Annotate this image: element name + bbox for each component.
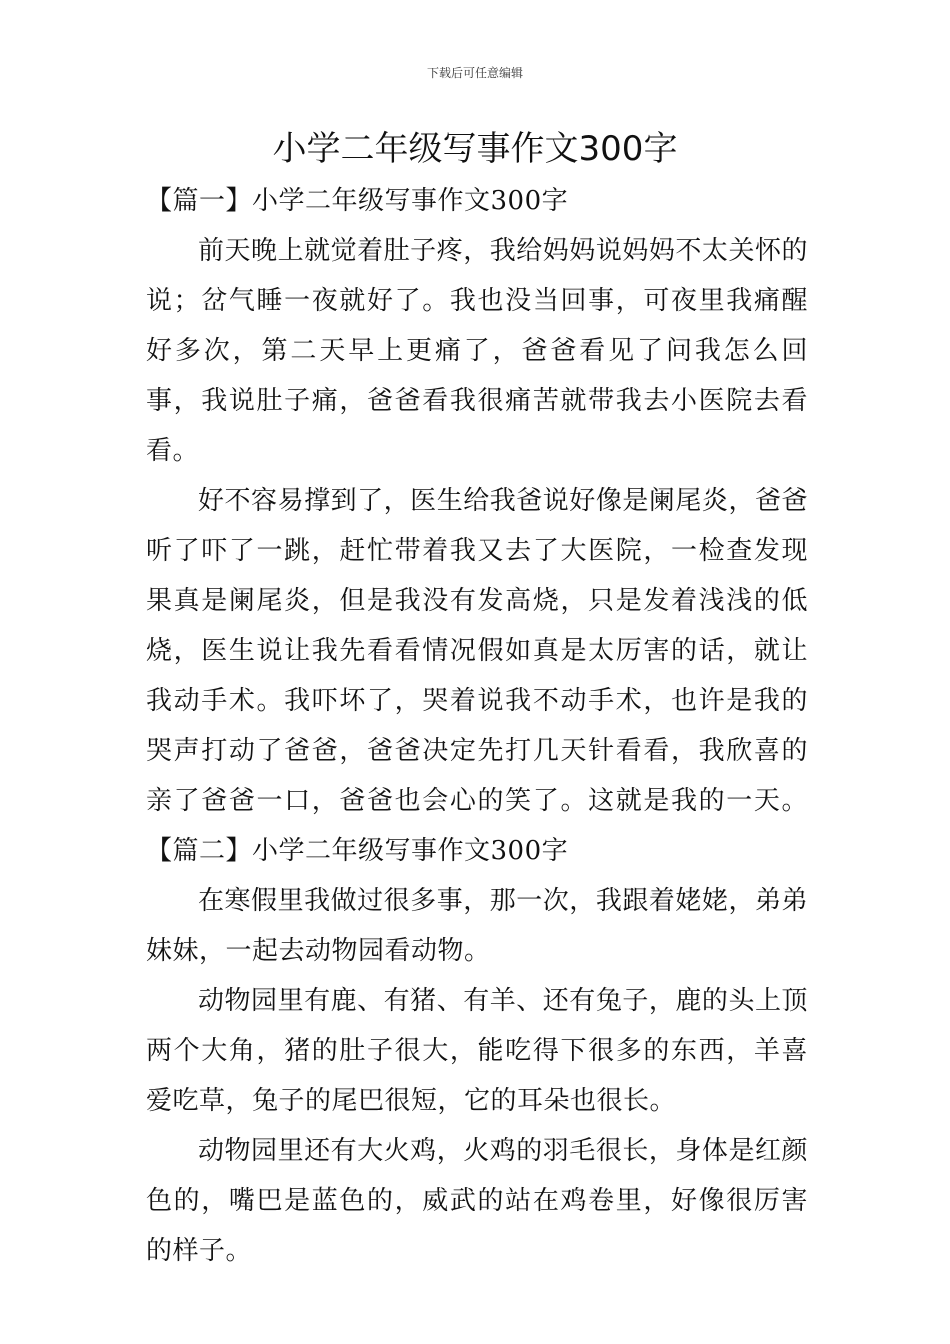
paragraph-1: 前天晚上就觉着肚子疼，我给妈妈说妈妈不太关怀的说；岔气睡一夜就好了。我也没当回事，可夜里我痛醒好多次，第二天早上更痛了，爸爸看见了问我怎么回事，我说肚子痛，爸爸看我很痛苦就带我去小医院去看看。 [146, 236, 808, 466]
document-title: 小学二年级写事作文300字 [272, 129, 678, 169]
section-heading-one: 【篇一】小学二年级写事作文300字 [146, 186, 569, 216]
paragraph-4: 动物园里有鹿、有猪、有羊、还有兔子，鹿的头上顶两个大角，猪的肚子很大，能吃得下很多的东西，羊喜爱吃草，兔子的尾巴很短，它的耳朵也很长。 [146, 986, 808, 1116]
paragraph-5: 动物园里还有大火鸡，火鸡的羽毛很长，身体是红颜色的，嘴巴是蓝色的，威武的站在鸡卷里，好像很厉害的样子。 [146, 1136, 808, 1266]
document-body [146, 176, 808, 1276]
paragraph-3: 在寒假里我做过很多事，那一次，我跟着姥姥，弟弟妹妹，一起去动物园看动物。 [146, 886, 808, 966]
paragraph-2: 好不容易撑到了，医生给我爸说好像是阑尾炎，爸爸听了吓了一跳，赶忙带着我又去了大医院，一检查发现果真是阑尾炎，但是我没有发高烧，只是发着浅浅的低烧，医生说让我先看看情况假如真是太厉害的话，就让我动手术。我吓坏了，哭着说我不动手术，也许是我的哭声打动了爸爸，爸爸决定先打几天针看看，我欣喜的亲了爸爸一口，爸爸也会心的笑了。这就是我的一天。【篇二】小学二年级写事作文300字 [146, 486, 808, 866]
header-note: 下载后可任意编辑 [426, 66, 523, 80]
